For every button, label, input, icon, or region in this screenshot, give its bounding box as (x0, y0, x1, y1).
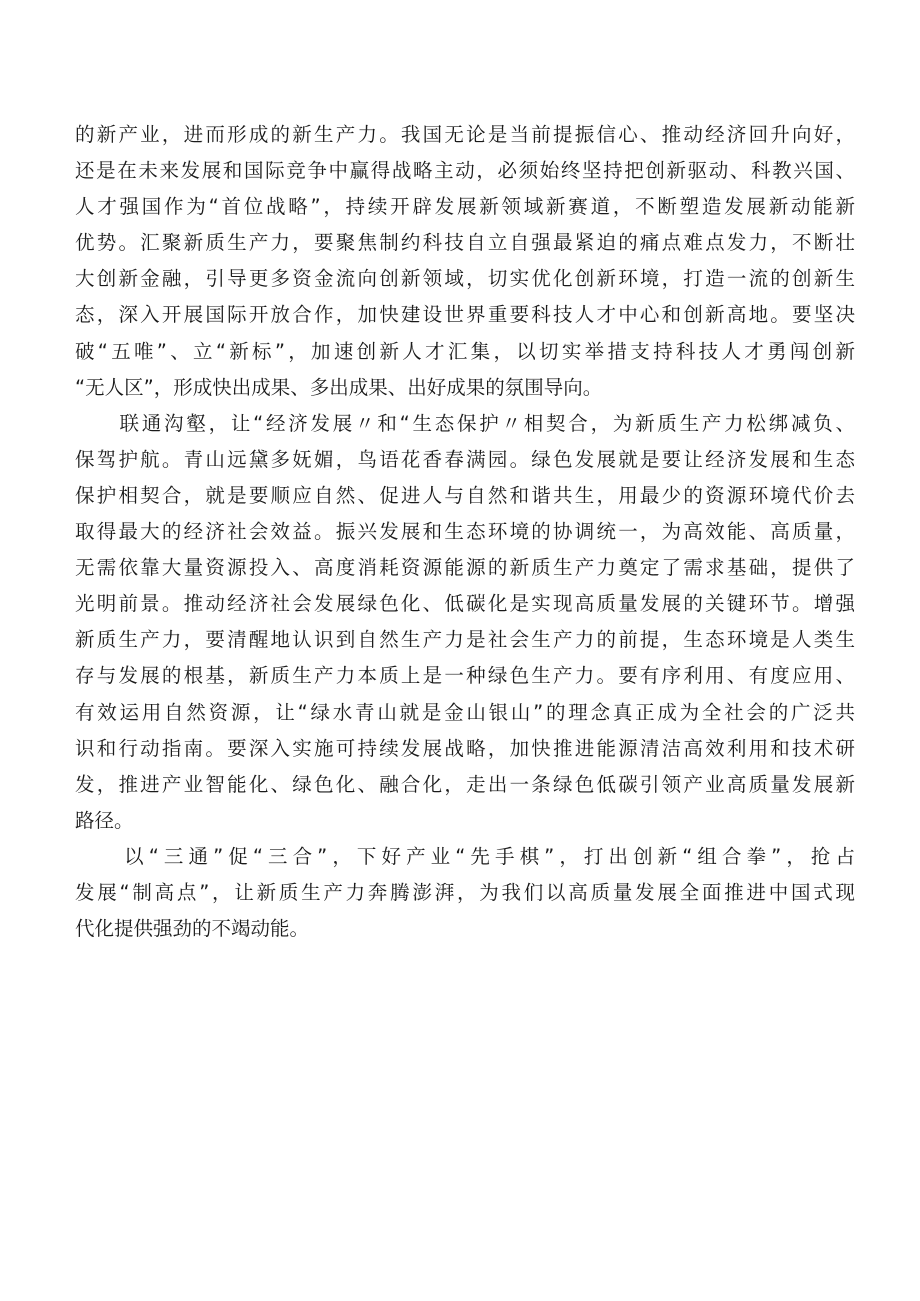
paragraph-1 (75, 117, 855, 406)
paragraph-3 (75, 839, 855, 947)
text-line: 破“五唯”、立“新标”，加速创新人才汇集，以切实举措支持科技人才勇闯创新 (75, 339, 855, 363)
text-line: 以“三通”促“三合”，下好产业“先手棋”，打出创新“组合拳”，抢占 (75, 844, 855, 868)
text-line: “无人区”，形成快出成果、多出成果、出好成果的氛围导向。 (75, 375, 603, 399)
text-line: 代化提供强劲的不竭动能。 (75, 917, 310, 941)
text-line: 的新产业，进而形成的新生产力。我国无论是当前提振信心、推动经济回升向好， (75, 123, 855, 146)
text-line: 大创新金融，引导更多资金流向创新领域，切实优化创新环境，打造一流的创新生 (75, 267, 855, 291)
paragraph-2 (75, 406, 855, 839)
text-line: 优势。汇聚新质生产力，要聚焦制约科技自立自强最紧迫的痛点难点发力，不断壮 (75, 231, 855, 255)
text-line: 发，推进产业智能化、绿色化、融合化，走出一条绿色低碳引领产业高质量发展新 (75, 772, 855, 796)
text-line: 光明前景。推动经济社会发展绿色化、低碳化是实现高质量发展的关键环节。增强 (75, 592, 855, 616)
text-line: 取得最大的经济社会效益。振兴发展和生态环境的协调统一，为高效能、高质量， (75, 520, 855, 544)
text-line: 路径。 (75, 808, 134, 832)
text-line: 新质生产力，要清醒地认识到自然生产力是社会生产力的前提，生态环境是人类生 (75, 628, 855, 652)
text-line: 保护相契合，就是要顺应自然、促进人与自然和谐共生，用最少的资源环境代价去 (75, 483, 855, 507)
text-line: 人才强国作为“首位战略”，持续开辟发展新领域新赛道，不断塑造发展新动能新 (75, 195, 855, 219)
text-line: 联通沟壑，让“经济发展〃和“生态保护〃相契合，为新质生产力松绑减负、 (75, 411, 855, 435)
text-line: 态，深入开展国际开放合作，加快建设世界重要科技人才中心和创新高地。要坚决 (75, 303, 855, 327)
text-line: 存与发展的根基，新质生产力本质上是一种绿色生产力。要有序利用、有度应用、 (75, 664, 855, 688)
text-line: 有效运用自然资源，让“绿水青山就是金山银山”的理念真正成为全社会的广泛共 (75, 700, 855, 724)
text-line: 保驾护航。青山远黛多妩媚，鸟语花香春满园。绿色发展就是要让经济发展和生态 (75, 447, 855, 471)
document-body (75, 117, 855, 947)
text-line: 还是在未来发展和国际竞争中赢得战略主动，必须始终坚持把创新驱动、科教兴国、 (75, 159, 855, 183)
text-line: 发展“制高点”，让新质生产力奔腾澎湃，为我们以高质量发展全面推进中国式现 (75, 880, 855, 904)
text-line: 无需依靠大量资源投入、高度消耗资源能源的新质生产力奠定了需求基础，提供了 (75, 556, 855, 580)
text-line: 识和行动指南。要深入实施可持续发展战略，加快推进能源清洁高效利用和技术研 (75, 736, 855, 760)
